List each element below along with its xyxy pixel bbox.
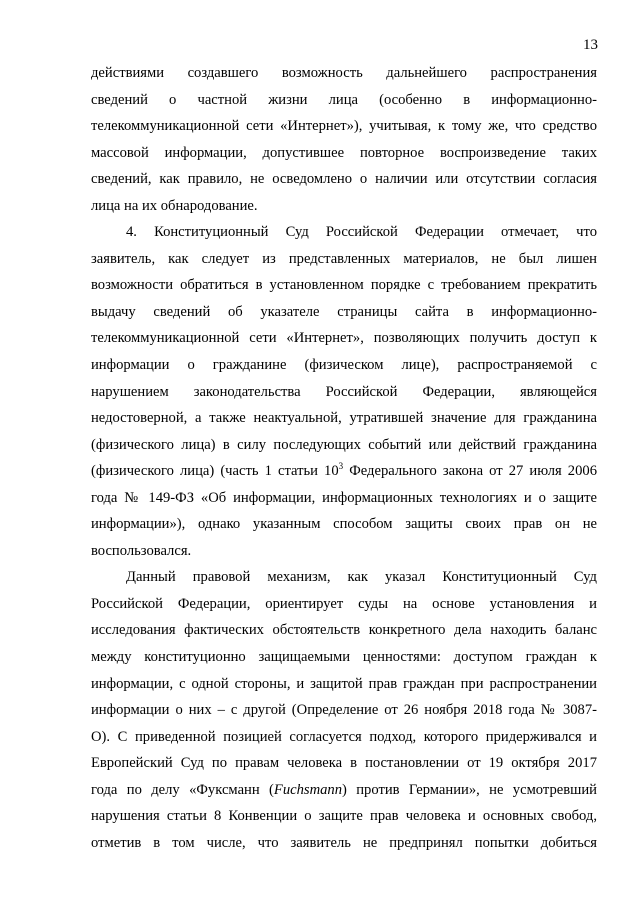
body-text [91, 60, 597, 856]
text-line [91, 458, 597, 485]
text-line: Европейский Суд по правам человека в постановлении от 19 октября 2017 [91, 755, 597, 772]
text-line: телекоммуникационной сети «Интернет»), учитывая, к тому же, что средство [91, 118, 597, 135]
text-line [91, 777, 597, 804]
text-line: возможности обратиться в установленном порядке с требованием прекратить [91, 277, 597, 294]
page-number: 13 [583, 37, 598, 53]
text-line: отметив в том числе, что заявитель не предпринял попытки добиться [91, 834, 597, 851]
text-span: ) против Германии», не усмотревший [342, 781, 597, 798]
text-line: О). С приведенной позицией согласуется подход, которого придерживался и [91, 728, 597, 745]
text-line: воспользовался. [91, 542, 192, 559]
text-line: Данный правовой механизм, как указал Конституционный Суд [126, 569, 597, 586]
text-line: заявитель, как следует из представленных материалов, не был лишен [91, 250, 597, 267]
text-line: недостоверной, а также неактуальной, утратившей значение для гражданина [91, 410, 597, 427]
italic-text: Fuchsmann [273, 781, 343, 798]
superscript: 3 [338, 461, 344, 472]
text-line: (физического лица) в силу последующих событий или действий гражданина [91, 436, 597, 453]
text-line: между конституционно защищаемыми ценностями: доступом граждан к [91, 649, 597, 666]
text-span: года по делу «Фуксманн ( [91, 781, 274, 798]
text-line: информации»), однако указанным способом защиты своих прав он не [91, 516, 597, 533]
text-line: Российской Федерации, ориентирует суды на основе установления и [91, 595, 597, 612]
text-line: телекоммуникационной сети «Интернет», позволяющих получить доступ к [91, 330, 597, 347]
text-line: информации, с одной стороны, и защитой прав граждан при распространении [91, 675, 597, 692]
text-line: нарушением законодательства Российской Федерации, являющейся [91, 383, 597, 400]
text-line: выдачу сведений об указателе страницы сайта в информационно- [91, 303, 597, 320]
text-line: лица на их обнародование. [91, 197, 258, 214]
text-line: сведений, как правило, не осведомлено о наличии или отсутствии согласия [91, 171, 597, 188]
text-line: действиями создавшего возможность дальнейшего распространения [91, 65, 597, 81]
text-line: года № 149-ФЗ «Об информации, информационных технологиях и о защите [91, 489, 597, 506]
text-line: информации о гражданине (физическом лице), распространяемой с [91, 357, 597, 374]
text-line: нарушения статьи 8 Конвенции о защите прав человека и основных свобод, [91, 808, 597, 825]
text-line: массовой информации, допустившее повторное воспроизведение таких [91, 144, 597, 161]
text-span: (физического лица) (часть 1 статьи 10 [91, 463, 339, 480]
text-line: информации о них – с другой (Определение от 26 ноября 2018 года № 3087- [91, 702, 597, 719]
text-line: 4. Конституционный Суд Российской Федерации отмечает, что [126, 224, 597, 241]
text-line: сведений о частной жизни лица (особенно в информационно- [91, 91, 597, 108]
text-line: исследования фактических обстоятельств конкретного дела находить баланс [91, 622, 597, 639]
text-span: Федерального закона от 27 июля 2006 [343, 463, 597, 480]
